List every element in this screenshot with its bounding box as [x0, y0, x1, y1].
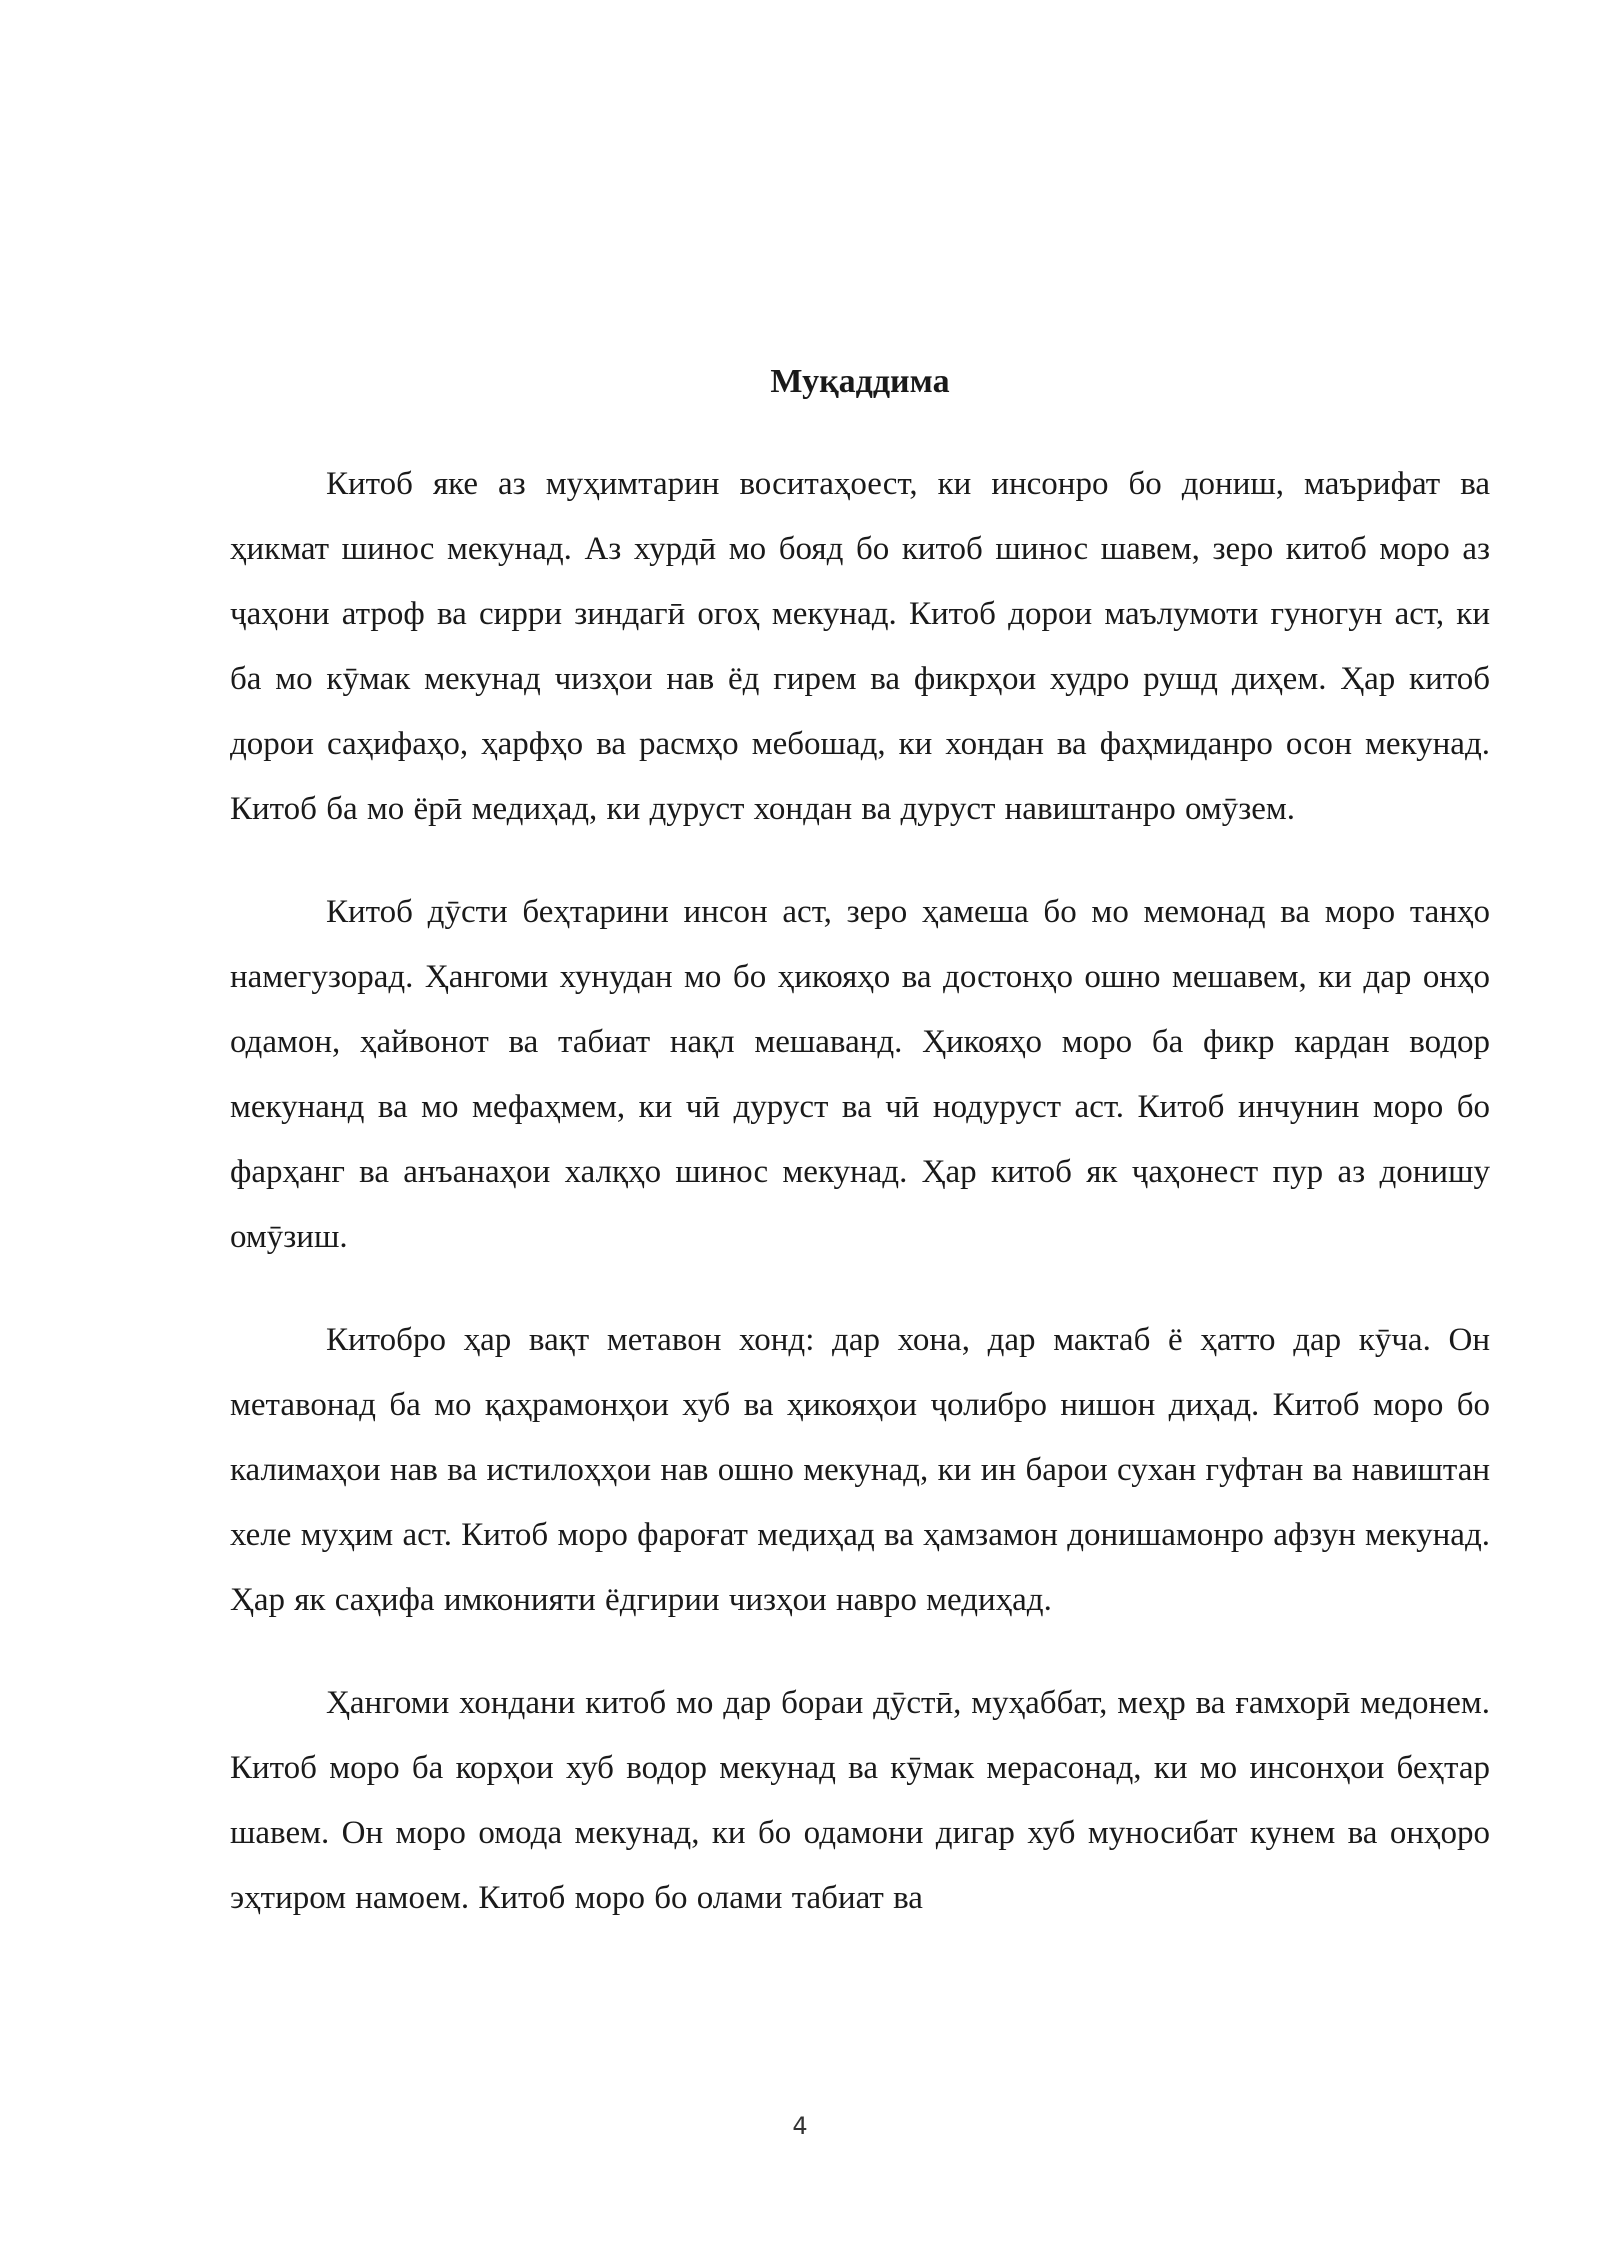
- paragraph-1: Китоб яке аз муҳимтарин воситаҳоест, ки инсонро бо дониш, маърифат ва ҳикмат шинос мекунад. Аз хурдӣ мо бояд бо китоб шинос шавем, зеро китоб моро аз ҷаҳони атроф ва сирри зиндагӣ огоҳ мекунад. Китоб дорои маълумоти гуногун аст, ки ба мо кӯмак мекунад чизҳои нав ёд гирем ва фикрҳои худро рушд диҳем. Ҳар китоб дорои саҳифаҳо, ҳарфҳо ва расмҳо мебошад, ки хондан ва фаҳмиданро осон мекунад. Китоб ба мо ёрӣ медиҳад, ки дуруст хондан ва дуруст навиштанро омӯзем.: [230, 466, 1490, 827]
- paragraph-4: Ҳангоми хондани китоб мо дар бораи дӯстӣ, муҳаббат, меҳр ва ғамхорӣ медонем. Китоб моро ба корҳои хуб водор мекунад ва кӯмак мерасонад, ки мо инсонҳои беҳтар шавем. Он моро омода мекунад, ки бо одамони дигар хуб муносибат кунем ва онҳоро эҳтиром намоем. Китоб моро бо олами табиат ва: [230, 1685, 1490, 1916]
- paragraph-2: Китоб дӯсти беҳтарини инсон аст, зеро ҳамеша бо мо мемонад ва моро танҳо намегузорад. Ҳангоми хунудан мо бо ҳикояҳо ва достонҳо ошно мешавем, ки дар онҳо одамон, ҳайвонот ва табиат нақл мешаванд. Ҳикояҳо моро ба фикр кардан водор мекунанд ва мо мефаҳмем, ки чӣ дуруст ва чӣ нодуруст аст. Китоб инчунин моро бо фарҳанг ва анъанаҳои халқҳо шинос мекунад. Ҳар китоб як ҷаҳонест пур аз донишу омӯзиш.: [230, 894, 1490, 1255]
- body-text: [230, 452, 1490, 1969]
- paragraph-3: Китобро ҳар вақт метавон хонд: дар хона, дар мактаб ё ҳатто дар кӯча. Он метавонад ба мо қаҳрамонҳои хуб ва ҳикояҳои ҷолибро нишон диҳад. Китоб моро бо калимаҳои нав ва истилоҳҳои нав ошно мекунад, ки ин барои сухан гуфтан ва навиштан хеле муҳим аст. Китоб моро фароғат медиҳад ва ҳамзамон донишамонро афзун мекунад. Ҳар як саҳифа имконияти ёдгирии чизҳои навро медиҳад.: [230, 1322, 1490, 1618]
- page-number: 4: [792, 2112, 808, 2140]
- page-title: Муқаддима: [770, 363, 950, 400]
